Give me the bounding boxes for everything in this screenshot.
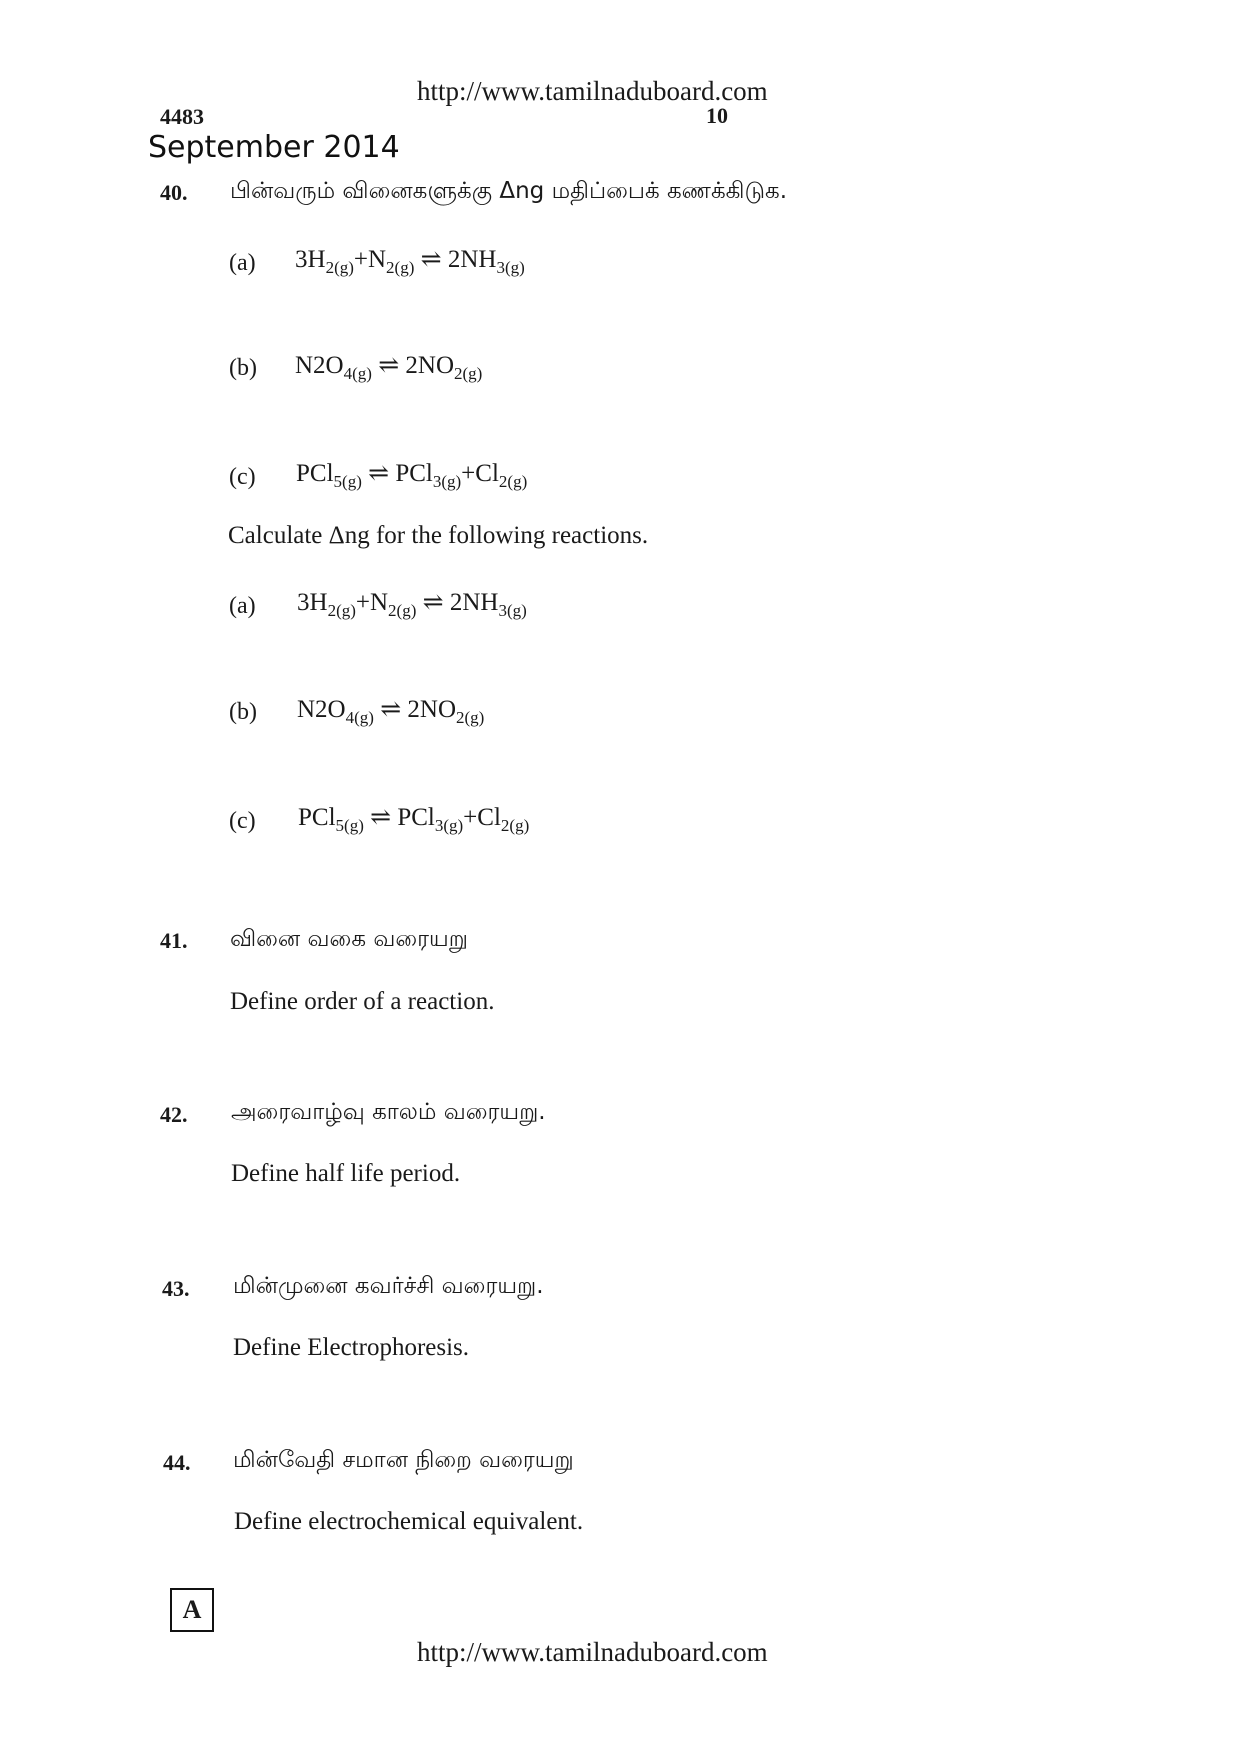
question-43-tamil: மின்முனை கவர்ச்சி வரையறு. <box>233 1273 544 1299</box>
question-42-number: 42. <box>160 1102 188 1127</box>
q40-english-part-b-label: (b) <box>229 699 257 725</box>
q40-english-part-a-label: (a) <box>229 593 256 619</box>
question-42-english: Define half life period. <box>231 1160 461 1187</box>
q40-english-part-b-equation: $N2O_{4(g)}$ ⇌ $2NO_{2(g)}$ <box>297 696 485 727</box>
q40-english-part-c-label: (c) <box>229 808 256 834</box>
q40-tamil-part-b-label: (b) <box>229 355 257 381</box>
q40-tamil-part-c-equation: PCl$_{5(g)}$ ⇌ $PCl_{3(g)}+Cl_{2(g)}$ <box>296 460 528 491</box>
question-44-english: Define electrochemical equivalent. <box>234 1508 584 1535</box>
paper-code: 4483 <box>160 104 204 129</box>
equilibrium-arrow-icon: ⇌ <box>368 460 390 487</box>
footer-url: http://www.tamilnaduboard.com <box>417 1637 768 1667</box>
q40-tamil-part-a-equation: $3H_{2(g)}+N_{2(g)}$ ⇌ $2NH_{3(g)}$ <box>295 246 525 277</box>
q40-english-part-c-equation: PCl$_{5(g)}$ ⇌ $PCl_{3(g)}+Cl_{2(g)}$ <box>298 804 530 835</box>
header-url: http://www.tamilnaduboard.com <box>417 76 768 106</box>
question-43-number: 43. <box>162 1276 190 1301</box>
question-41-english: Define order of a reaction. <box>230 988 495 1015</box>
q40-tamil-part-c-label: (c) <box>229 464 256 490</box>
question-42-tamil: அரைவாழ்வு காலம் வரையறு. <box>231 1099 546 1125</box>
q40-tamil-part-b-equation: $N2O_{4(g)}$ ⇌ $2NO_{2(g)}$ <box>295 352 483 383</box>
equilibrium-arrow-icon: ⇌ <box>422 589 444 616</box>
question-44-tamil: மின்வேதி சமான நிறை வரையறு <box>233 1447 574 1473</box>
equilibrium-arrow-icon: ⇌ <box>378 352 400 379</box>
exam-session-title: September 2014 <box>148 130 400 165</box>
q40-english-part-a-equation: $3H_{2(g)}+N_{2(g)}$ ⇌ $2NH_{3(g)}$ <box>297 589 527 620</box>
question-40-tamil: பின்வரும் வினைகளுக்கு Δng மதிப்பைக் கணக்கிடுக. <box>230 178 788 204</box>
question-40-english: Calculate Δng for the following reactions. <box>228 522 649 549</box>
equilibrium-arrow-icon: ⇌ <box>380 696 402 723</box>
equilibrium-arrow-icon: ⇌ <box>370 804 392 831</box>
question-41-tamil: வினை வகை வரையறு <box>230 926 468 952</box>
page-number: 10 <box>706 103 728 128</box>
version-stamp: A <box>170 1588 214 1632</box>
question-44-number: 44. <box>163 1450 191 1475</box>
equilibrium-arrow-icon: ⇌ <box>420 246 442 273</box>
question-41-number: 41. <box>160 928 188 953</box>
question-43-english: Define Electrophoresis. <box>233 1334 470 1361</box>
question-40-number: 40. <box>160 180 188 205</box>
q40-tamil-part-a-label: (a) <box>229 250 256 276</box>
